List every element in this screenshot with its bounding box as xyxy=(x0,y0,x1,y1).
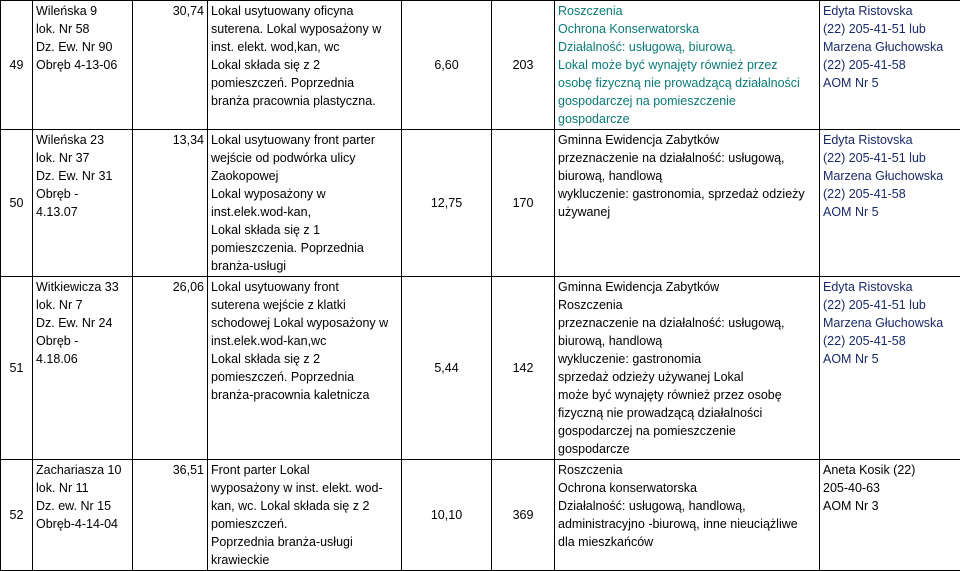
conditions-cell: Roszczenia Ochrona Konserwatorska Działalność: usługową, biurową. Lokal może być wynajęty również przez osobę fizyczną nie prowadzącą działalności gospodarczej na pomieszczenie gospodarcze xyxy=(555,1,820,130)
rent-cell: 369 xyxy=(492,460,555,571)
description-cell: Front parter Lokal wyposażony w inst. elekt. wod- kan, wc. Lokal składa się z 2 pomieszczeń. Poprzednia branża-usługi krawieckie xyxy=(208,460,402,571)
rate-cell: 10,10 xyxy=(402,460,492,571)
contact-cell: Edyta Ristovska (22) 205-41-51 lub Marzena Głuchowska (22) 205-41-58 AOM Nr 5 xyxy=(820,130,960,277)
conditions-cell: Roszczenia Ochrona konserwatorska Działalność: usługową, handlową, administracyjno -biurową, inne nieuciążliwe dla mieszkańców xyxy=(555,460,820,571)
row-number: 52 xyxy=(1,460,33,571)
contact-cell: Edyta Ristovska (22) 205-41-51 lub Marzena Głuchowska (22) 205-41-58 AOM Nr 5 xyxy=(820,277,960,460)
area-cell: 26,06 xyxy=(133,277,208,460)
table-row xyxy=(1,460,960,571)
rate-cell: 5,44 xyxy=(402,277,492,460)
conditions-cell: Gminna Ewidencja Zabytków Roszczenia przeznaczenie na działalność: usługową, biurową, handlową wykluczenie: gastronomia sprzedaż odzieży używanej Lokal może być wynajęty również przez osobę fizyczną nie prowadzącą działalności gospodarczej na pomieszczenie gospodarcze xyxy=(555,277,820,460)
area-cell: 36,51 xyxy=(133,460,208,571)
rent-cell: 142 xyxy=(492,277,555,460)
contact-cell: Aneta Kosik (22) 205-40-63 AOM Nr 3 xyxy=(820,460,960,571)
address-cell: Witkiewicza 33 lok. Nr 7 Dz. Ew. Nr 24 Obręb - 4.18.06 xyxy=(33,277,133,460)
area-cell: 30,74 xyxy=(133,1,208,130)
conditions-cell: Gminna Ewidencja Zabytków przeznaczenie na działalność: usługową, biurową, handlową wykluczenie: gastronomia, sprzedaż odzieży używanej xyxy=(555,130,820,277)
row-number: 51 xyxy=(1,277,33,460)
contact-cell: Edyta Ristovska (22) 205-41-51 lub Marzena Głuchowska (22) 205-41-58 AOM Nr 5 xyxy=(820,1,960,130)
description-cell: Lokal usytuowany front parter wejście od podwórka ulicy Zaokopowej Lokal wyposażony w inst.elek.wod-kan, Lokal składa się z 1 pomieszczenia. Poprzednia branża-usługi xyxy=(208,130,402,277)
row-number: 49 xyxy=(1,1,33,130)
address-cell: Wileńska 23 lok. Nr 37 Dz. Ew. Nr 31 Obręb - 4.13.07 xyxy=(33,130,133,277)
description-cell: Lokal usytuowany front suterena wejście z klatki schodowej Lokal wyposażony w inst.elek.wod-kan,wc Lokal składa się z 2 pomieszczeń. Poprzednia branża-pracownia kaletnicza xyxy=(208,277,402,460)
address-cell: Wileńska 9 lok. Nr 58 Dz. Ew. Nr 90 Obręb 4-13-06 xyxy=(33,1,133,130)
area-cell: 13,34 xyxy=(133,130,208,277)
description-cell: Lokal usytuowany oficyna suterena. Lokal wyposażony w inst. elekt. wod,kan, wc Lokal składa się z 2 pomieszczeń. Poprzednia branża pracownia plastyczna. xyxy=(208,1,402,130)
rate-cell: 6,60 xyxy=(402,1,492,130)
table-row xyxy=(1,277,960,460)
rent-cell: 170 xyxy=(492,130,555,277)
address-cell: Zachariasza 10 lok. Nr 11 Dz. ew. Nr 15 Obręb-4-14-04 xyxy=(33,460,133,571)
rent-cell: 203 xyxy=(492,1,555,130)
table-row xyxy=(1,130,960,277)
rate-cell: 12,75 xyxy=(402,130,492,277)
table-row xyxy=(1,1,960,130)
row-number: 50 xyxy=(1,130,33,277)
